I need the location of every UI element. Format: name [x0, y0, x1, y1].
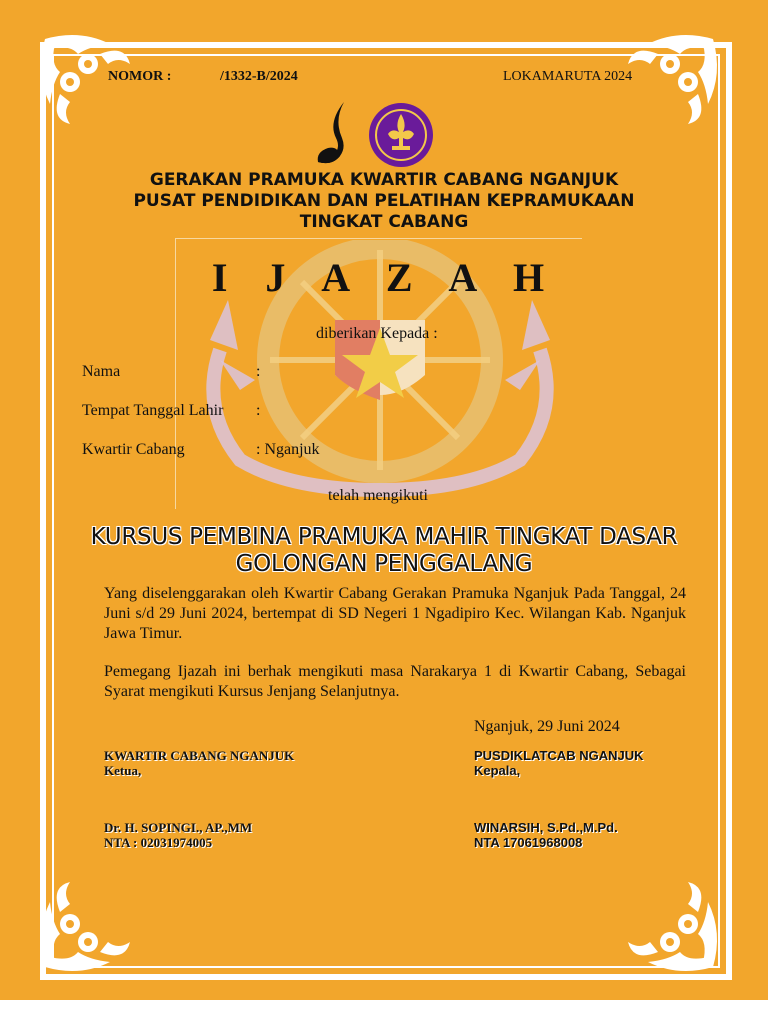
event-name: LOKAMARUTA 2024 [503, 69, 633, 84]
field-value-ttl: : [256, 402, 261, 419]
field-label-kwartir: Kwartir Cabang [82, 441, 185, 458]
right-signatory-role: Kepala, [474, 763, 521, 778]
organization-line-2: PUSAT PENDIDIKAN DAN PELATIHAN KEPRAMUKAAN [133, 191, 635, 211]
description-paragraph: Yang diselenggarakan oleh Kwartir Cabang Gerakan Pramuka Nganjuk Pada Tanggal, 24 Juni s/d 29 Juni 2024, bertempat di SD Negeri 1 Ngadipiro Kec. Wilangan Kab. Nganjuk Jawa Timur. [104, 585, 686, 642]
corner-ornament-icon [618, 24, 728, 134]
right-signatory-nta: NTA 17061968008 [474, 835, 583, 850]
field-label-ttl: Tempat Tanggal Lahir [82, 402, 224, 419]
course-title-line-1: KURSUS PEMBINA PRAMUKA MAHIR TINGKAT DASAR [90, 524, 678, 550]
given-to-label: diberikan Kepada : [316, 325, 438, 342]
nomor-value: /1332-B/2024 [220, 69, 298, 84]
completed-label: telah mengikuti [328, 487, 428, 504]
tunas-kelapa-logo [314, 100, 356, 172]
right-signatory-name: WINARSIH, S.Pd.,M.Pd. [474, 820, 618, 835]
corner-ornament-icon [618, 872, 728, 982]
organization-line-3: TINGKAT CABANG [299, 212, 469, 232]
course-title-line-2: GOLONGAN PENGGALANG [235, 551, 533, 577]
place-date: Nganjuk, 29 Juni 2024 [474, 718, 620, 735]
organization-line-1: GERAKAN PRAMUKA KWARTIR CABANG NGANJUK [149, 170, 619, 190]
left-signatory-name: Dr. H. SOPINGI., AP.,MM [104, 820, 253, 835]
left-signatory-role: Ketua, [104, 763, 142, 778]
nomor-label: NOMOR : [108, 69, 172, 84]
rights-paragraph: Pemegang Ijazah ini berhak mengikuti masa Narakarya 1 di Kwartir Cabang, Sebagai Syarat mengikuti Kursus Jenjang Selanjutnya. [104, 663, 686, 700]
corner-ornament-icon [30, 872, 140, 982]
certificate-title: I J A Z A H [211, 255, 559, 300]
field-value-kwartir: : Nganjuk [256, 441, 320, 458]
field-label-nama: Nama [82, 363, 121, 380]
left-signatory-org: KWARTIR CABANG NGANJUK [104, 748, 295, 763]
field-value-nama: : [256, 363, 261, 380]
scout-fleur-de-lis-emblem [368, 102, 434, 168]
left-signatory-nta: NTA : 02031974005 [104, 835, 213, 850]
right-signatory-org: PUSDIKLATCAB NGANJUK [474, 748, 644, 763]
